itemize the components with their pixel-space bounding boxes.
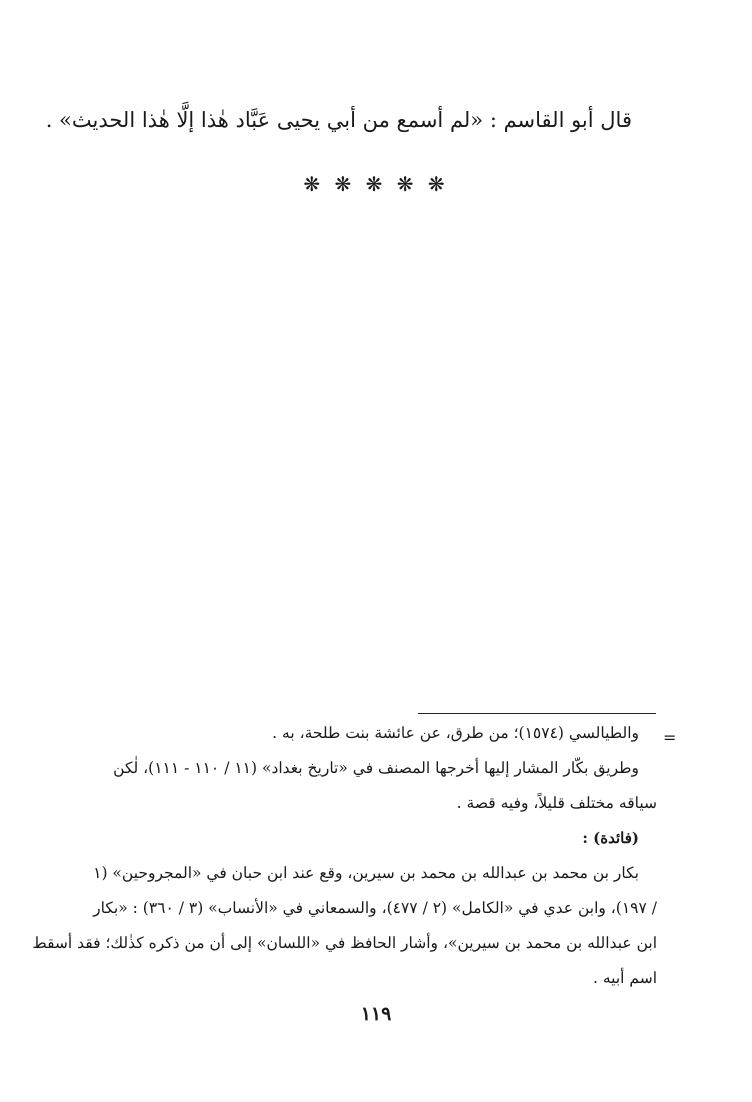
footnote-label: (فائدة) : [582,829,639,847]
page-number: ١١٩ [360,1003,392,1025]
footnotes [32,716,657,996]
footnote-line: سياقه مختلف قليلاً، وفيه قصة . [456,794,657,812]
footnote-line: والطيالسي (١٥٧٤)؛ من طرق، عن عائشة بنت طلحة، به . [272,724,639,742]
footnote-line: وطريق بكّار المشار إليها أخرجها المصنف في «تاريخ بغداد» (١١ / ١١٠ - ١١١)، لٰكن [113,759,639,777]
section-separator: ❋ ❋ ❋ ❋ ❋ [303,172,449,196]
footnote-line: / ١٩٧)، وابن عدي في «الكامل» (٢ / ٤٧٧)، والسمعاني في «الأنساب» (٣ / ٣٦٠) : «بكار [93,899,657,917]
main-text: قال أبو القاسم : «لم أسمع من أبي يحيى عَبَّاد هٰذا إلَّا هٰذا الحديث» . [45,108,632,132]
footnote-line: ابن عبدالله بن محمد بن سيرين»، وأشار الحافظ في «اللسان» إلى أن من ذكره كذٰلك؛ فقد أسقط [32,934,657,952]
footnote-line: اسم أبيه . [593,969,657,987]
footnote-line: بكار بن محمد بن عبدالله بن محمد بن سيرين، وقع عند ابن حبان في «المجروحين» (١ [93,864,639,882]
footnote-continuation-marker: = [663,728,677,747]
footnote-rule [418,713,656,714]
